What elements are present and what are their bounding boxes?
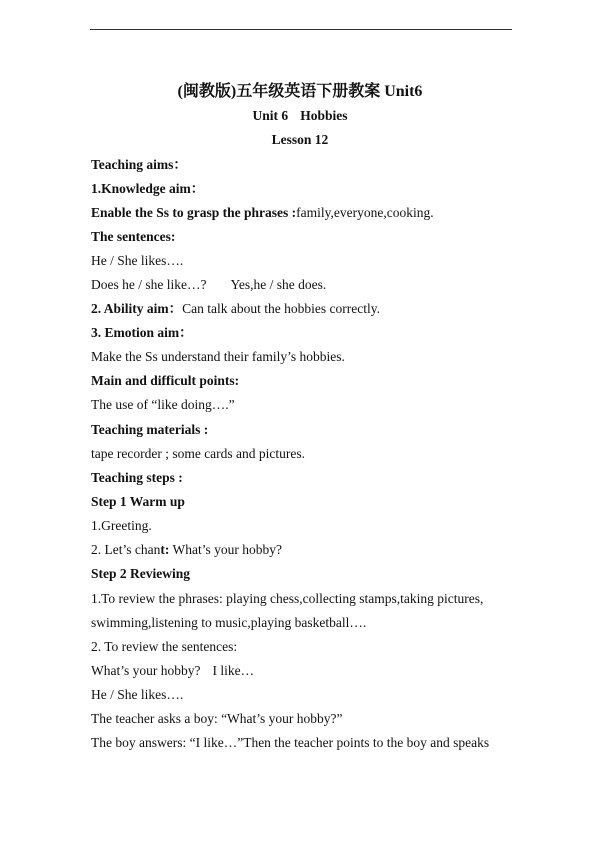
ability-aim-text: Can talk about the hobbies correctly. (182, 301, 380, 316)
step-2-question-2: He / She likes…. (91, 687, 184, 702)
step-1-item-1: 1.Greeting. (91, 518, 152, 533)
step-2-question-1 (91, 662, 254, 680)
ability-aim-line (91, 300, 380, 318)
step-2-item-2: 2. To review the sentences: (91, 639, 238, 654)
sentence-2-question: Does he / she like…? (91, 277, 207, 292)
enable-line (91, 204, 434, 222)
main-points-heading: Main and difficult points: (91, 373, 240, 388)
sentences-heading: The sentences: (91, 229, 176, 244)
enable-text: family,everyone,cooking. (296, 205, 434, 220)
materials-text: tape recorder ; some cards and pictures. (91, 446, 306, 461)
sentence-2 (91, 276, 326, 294)
step-2-item-1-line-2: swimming,listening to music,playing basketball…. (91, 615, 367, 630)
emotion-aim-heading: 3. Emotion aim： (91, 325, 193, 340)
step-1-item-2 (91, 541, 282, 559)
materials-heading: Teaching materials : (91, 422, 209, 437)
unit-topic: Hobbies (300, 108, 348, 123)
step-1-item-2-part-a: 2. Let’s chan (91, 542, 161, 557)
document-title: (闽教版)五年级英语下册教案 Unit6 (177, 83, 423, 100)
ability-aim-label: 2. Ability aim： (91, 301, 183, 316)
step-2-question-1-part-b: I like… (212, 663, 255, 678)
enable-label: Enable the Ss to grasp the phrases : (91, 205, 297, 220)
step-1-item-2-part-b: t: (160, 542, 170, 557)
knowledge-aim-heading: 1.Knowledge aim： (91, 181, 205, 196)
sentence-1: He / She likes…. (91, 253, 184, 268)
emotion-aim-text: Make the Ss understand their family’s hobbies. (91, 349, 345, 364)
step-2-heading: Step 2 Reviewing (91, 566, 190, 581)
step-2-question-1-part-a: What’s your hobby? (91, 663, 201, 678)
step-2-boy-line: The boy answers: “I like…”Then the teacher points to the boy and speaks (91, 735, 490, 750)
lesson-heading: Lesson 12 (271, 132, 329, 147)
teaching-steps-heading: Teaching steps : (91, 470, 183, 485)
step-1-item-2-part-c: What’s your hobby? (169, 542, 282, 557)
sentence-2-answer: Yes,he / she does. (230, 277, 327, 292)
step-1-heading: Step 1 Warm up (91, 494, 185, 509)
step-2-item-1-line-1: 1.To review the phrases: playing chess,collecting stamps,taking pictures, (91, 591, 484, 606)
teaching-aims-heading: Teaching aims： (91, 157, 187, 172)
header-rule (90, 29, 512, 30)
main-points-text: The use of “like doing….” (91, 397, 235, 412)
unit-heading (0, 108, 600, 124)
unit-number: Unit 6 (252, 108, 289, 123)
step-2-teacher-line: The teacher asks a boy: “What’s your hobby?” (91, 711, 343, 726)
